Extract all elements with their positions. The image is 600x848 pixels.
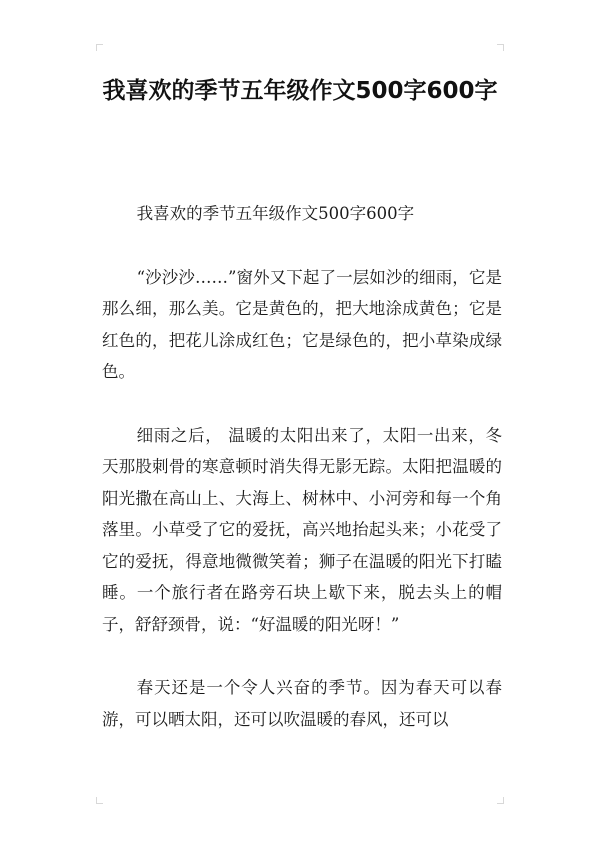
- paragraph-1: “沙沙沙……”窗外又下起了一层如沙的细雨，它是那么细，那么美。它是黄色的，把大地涂成黄色；它是红色的，把花儿涂成红色；它是绿色的，把小草染成绿色。: [102, 267, 502, 381]
- crop-mark-top-right: [497, 44, 504, 51]
- crop-mark-top-left: [96, 44, 103, 51]
- paragraph-3: 春天还是一个令人兴奋的季节。因为春天可以春游，可以晒太阳，还可以吹温暖的春风，还可以: [102, 678, 502, 729]
- crop-mark-bottom-left: [96, 797, 103, 804]
- paragraph-2: 细雨之后， 温暖的太阳出来了，太阳一出来，冬天那股刺骨的寒意顿时消失得无影无踪。太阳把温暖的阳光撒在高山上、大海上、树林中、小河旁和每一个角落里。小草受了它的爱抚，高兴地抬起头来；小花受了它的爱抚，得意地微微笑着；狮子在温暖的阳光下打瞌睡。一个旅行者在路旁石块上歇下来，脱去头上的帽子，舒舒颈骨，说：“好温暖的阳光呀！”: [102, 425, 502, 634]
- document-title: 我喜欢的季节五年级作文500字600字: [102, 78, 498, 104]
- document-subtitle: 我喜欢的季节五年级作文500字600字: [136, 204, 415, 223]
- crop-mark-bottom-right: [497, 797, 504, 804]
- document-body: [102, 198, 502, 767]
